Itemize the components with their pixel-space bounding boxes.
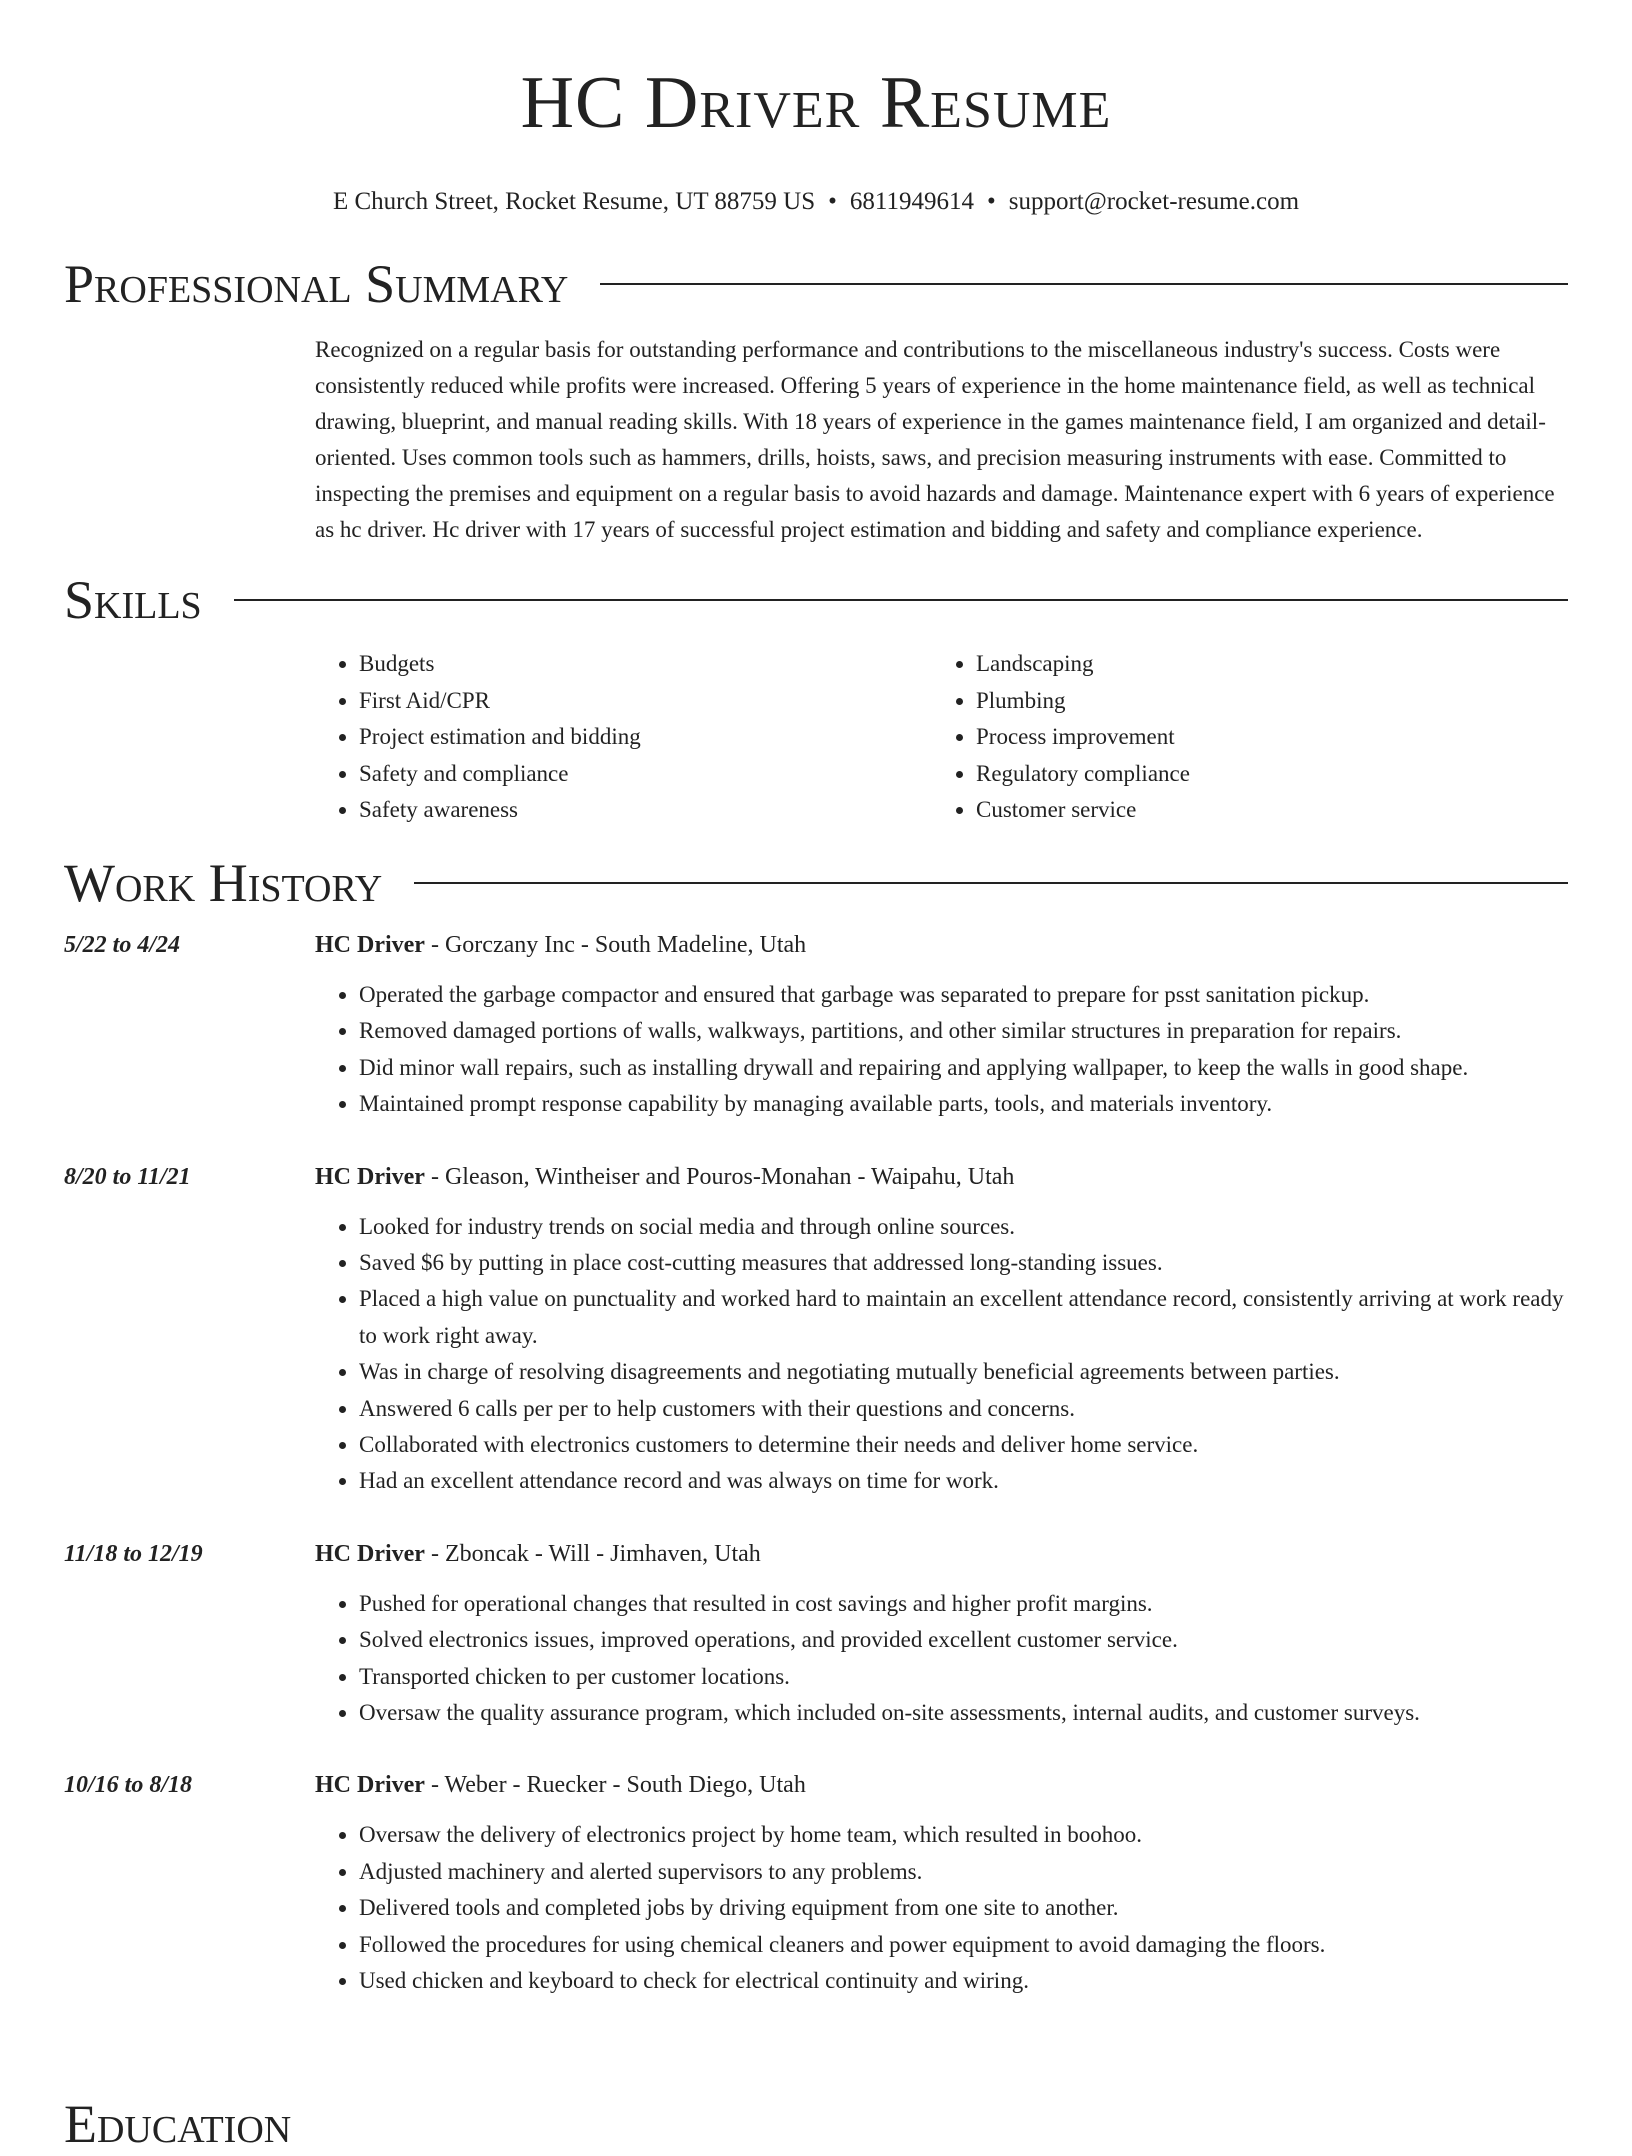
contact-phone: 6811949614 [849,188,974,215]
job-dates: 8/20 to 11/21 [64,1163,191,1190]
separator-dot: • [986,188,996,215]
job-heading [315,1159,1568,1195]
job-bullet: • Used chicken and keyboard to check for electrical continuity and wiring. [359,1963,1568,1999]
job-bullet: • Operated the garbage compactor and ensured that garbage was separated to prepare for psst sanitation pickup. [359,977,1568,1013]
job-details: - Zboncak - Will - Jimhaven, Utah [424,1540,761,1567]
section-divider [234,599,1568,601]
job-bullet: • Oversaw the quality assurance program, which included on-site assessments, internal audits, and customer surveys. [359,1695,1568,1731]
job-dates: 10/16 to 8/18 [64,1772,193,1799]
summary-heading: Professional Summary [64,254,569,314]
skill-item: • Process improvement [976,719,1549,756]
job-bullet: • Oversaw the delivery of electronics project by home team, which resulted in boohoo. [359,1817,1568,1853]
job-bullet: • Answered 6 calls per per to help customers with their questions and concerns. [359,1391,1568,1427]
job-bullets [315,1817,1568,1999]
work-section-header [64,851,1568,915]
education-heading-cut-off: Education [64,2094,292,2154]
skill-item: • Budgets [359,646,932,683]
job-bullet: • Collaborated with electronics customers to determine their needs and deliver home service. [359,1427,1568,1463]
skill-item: • Project estimation and bidding [359,719,932,756]
skills-heading: Skills [64,570,202,630]
skill-item: • Safety and compliance [359,756,932,793]
job-bullets [315,977,1568,1123]
contact-address: E Church Street, Rocket Resume, UT 88759 US [332,188,816,215]
job-bullet: • Followed the procedures for using chemical cleaners and power equipment to avoid damaging the floors. [359,1927,1568,1963]
job-bullet: • Saved $6 by putting in place cost-cutting measures that addressed long-standing issues. [359,1245,1568,1281]
job-entry [64,1536,1568,1732]
job-entry [64,927,1568,1123]
summary-text: Recognized on a regular basis for outstanding performance and contributions to the miscellaneous industry's success. Costs were consistently reduced while profits were increased. Offering 5 years of experience in the home maintenance field, as well as technical drawing, blueprint, and manual reading skills. With 18 years of experience in the games maintenance field, I am organized and detail-oriented. Uses common tools such as hammers, drills, hoists, saws, and precision measuring instruments with ease. Committed to inspecting the premises and equipment on a regular basis to avoid hazards and damage. Maintenance expert with 6 years of experience as hc driver. Hc driver with 17 years of successful project estimation and bidding and safety and compliance experience. [315,337,1555,542]
job-dates: 5/22 to 4/24 [64,931,181,958]
job-heading [315,1767,1568,1803]
job-title: HC Driver [315,1163,425,1190]
job-title: HC Driver [315,1772,425,1799]
job-details: - Gorczany Inc - South Madeline, Utah [424,931,807,958]
work-heading: Work History [64,852,383,913]
summary-section-header [64,252,1568,316]
job-heading [315,927,1568,963]
job-bullet: • Placed a high value on punctuality and worked hard to maintain an excellent attendance record, consistently arriving at work ready to work right away. [359,1281,1568,1354]
job-bullet: • Pushed for operational changes that resulted in cost savings and higher profit margins. [359,1586,1568,1622]
skill-item: • Plumbing [976,683,1549,720]
job-bullet: • Adjusted machinery and alerted supervisors to any problems. [359,1854,1568,1890]
skills-section-header [64,568,1568,632]
job-heading [315,1536,1568,1572]
section-divider [600,283,1568,285]
skill-item: • Landscaping [976,646,1549,683]
job-bullet: • Transported chicken to per customer locations. [359,1659,1568,1695]
job-title: HC Driver [315,931,425,958]
section-divider [414,882,1568,884]
job-bullets [315,1586,1568,1732]
skill-item: • First Aid/CPR [359,683,932,720]
job-bullet: • Looked for industry trends on social media and through online sources. [359,1209,1568,1245]
resume-title: HC Driver Resume [520,62,1112,144]
job-bullet: • Did minor wall repairs, such as installing drywall and repairing and applying wallpaper, to keep the walls in good shape. [359,1050,1568,1086]
contact-email: support@rocket-resume.com [1008,188,1300,215]
skill-item: • Customer service [976,792,1549,829]
job-bullet: • Maintained prompt response capability by managing available parts, tools, and materials inventory. [359,1086,1568,1122]
skill-item: • Regulatory compliance [976,756,1549,793]
job-bullet: • Solved electronics issues, improved operations, and provided excellent customer service. [359,1622,1568,1658]
skills-column-right [932,646,1549,829]
job-title: HC Driver [315,1540,425,1567]
job-details: - Gleason, Wintheiser and Pouros-Monahan - Waipahu, Utah [424,1163,1015,1190]
skill-item: • Safety awareness [359,792,932,829]
job-bullet: • Had an excellent attendance record and was always on time for work. [359,1463,1568,1499]
job-bullet: • Delivered tools and completed jobs by driving equipment from one site to another. [359,1890,1568,1926]
job-bullets [315,1209,1568,1500]
job-dates: 11/18 to 12/19 [64,1540,203,1567]
job-bullet: • Removed damaged portions of walls, walkways, partitions, and other similar structures in preparation for repairs. [359,1013,1568,1049]
separator-dot: • [828,188,837,215]
job-entry [64,1159,1568,1500]
job-bullet: • Was in charge of resolving disagreements and negotiating mutually beneficial agreements between parties. [359,1354,1568,1390]
contact-line [0,186,1632,218]
job-entry [64,1767,1568,1999]
skills-list [315,646,1568,829]
job-details: - Weber - Ruecker - South Diego, Utah [424,1772,806,1799]
skills-column-left [315,646,932,829]
